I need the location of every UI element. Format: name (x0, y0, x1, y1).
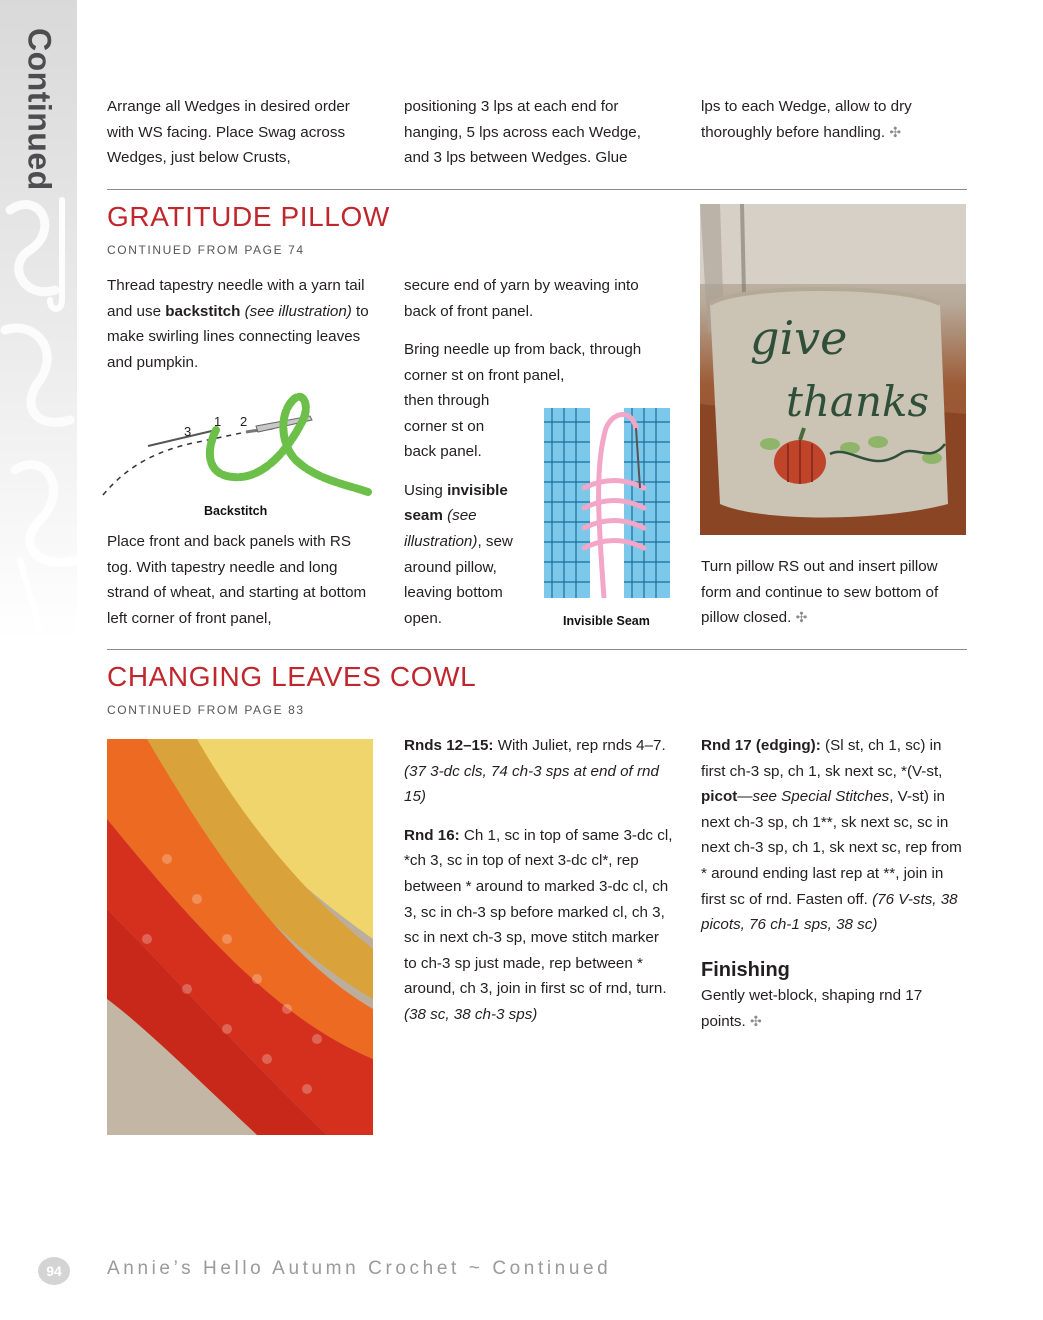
end-mark-icon: ✣ (795, 609, 808, 626)
gratitude-column-1 (107, 273, 372, 375)
cowl-photo (107, 739, 373, 1135)
pillow-embroidery-line2: thanks (786, 377, 930, 426)
backstitch-number-3: 3 (184, 424, 192, 439)
page-number-badge: 94 (38, 1257, 70, 1285)
backstitch-number-1: 1 (214, 414, 222, 429)
gratitude-col2-para3: Using invisible seam (see illustration), sew around pillow, leaving bottom open. (404, 481, 513, 627)
top-column-3 (701, 94, 966, 145)
gratitude-col2-para2a: Bring needle up from back, through corner st on front panel, (404, 341, 642, 384)
running-footer: Annie’s Hello Autumn Crochet ~ Continued (107, 1258, 612, 1279)
top-column-1 (107, 94, 372, 171)
gratitude-column-2-narrow (404, 388, 514, 631)
rnds-12-15-para: Rnds 12–15: With Juliet, rep rnds 4–7. (37 3-dc cls, 74 ch-3 sps at end of rnd 15) (404, 737, 666, 806)
invisible-seam-caption: Invisible Seam (563, 614, 650, 628)
backstitch-illustration (98, 380, 383, 505)
gratitude-col2-para1: secure end of yarn by weaving into back of front panel. (404, 277, 639, 320)
end-mark-icon: ✣ (889, 123, 902, 140)
section-divider (107, 649, 967, 650)
top-col2-text: positioning 3 lps at each end for hanging, 5 lps across each Wedge, and 3 lps between Wedges. Glue (404, 98, 641, 167)
finishing-heading: Finishing (701, 958, 790, 981)
cowl-photo-art (107, 739, 373, 1135)
pillow-photo-art (700, 204, 966, 535)
gratitude-col1-para1: Thread tapestry needle with a yarn tail and use backstitch (see illustration) to make swirling lines connecting leaves and pumpkin. (107, 277, 369, 371)
pillow-embroidery-line1: give (750, 311, 848, 365)
gratitude-col2-para2b: then through corner st on back panel. (404, 392, 490, 461)
invisible-seam-illustration (544, 408, 670, 598)
cowl-column-3 (701, 733, 966, 1035)
gratitude-pillow-photo (700, 204, 966, 535)
end-mark-icon: ✣ (749, 1012, 762, 1029)
rnd-17-para: Rnd 17 (edging): (Sl st, ch 1, sc) in first ch-3 sp, ch 1, sk next sc, *(V-st, picot—see Special Stitches, V-st) in next ch-3 sp, ch 1**, sk next sc, sc in next ch-3 sp, ch 1, sk next sc, rep from * around ending last rep at **, join in first sc of rnd. Fasten off. (76 V-sts, 38 picots, 76 ch-1 sps, 38 sc) (701, 737, 962, 934)
continued-sidebar-label: Continued (21, 28, 58, 191)
finishing-text: Gently wet-block, shaping rnd 17 points. (701, 987, 923, 1030)
cowl-title: CHANGING LEAVES COWL (107, 661, 477, 692)
sidebar-decoration (0, 0, 77, 640)
top-col3-text: lps to each Wedge, allow to dry thoroughly before handling. (701, 98, 912, 141)
gratitude-column-3 (701, 554, 966, 631)
gratitude-pillow-subtitle: CONTINUED FROM PAGE 74 (107, 243, 305, 257)
backstitch-caption: Backstitch (204, 504, 268, 518)
gratitude-col3-text: Turn pillow RS out and insert pillow form and continue to sew bottom of pillow closed. (701, 558, 939, 627)
gratitude-column-1-lower (107, 529, 372, 631)
gratitude-column-2 (404, 273, 669, 388)
gratitude-pillow-title: GRATITUDE PILLOW (107, 201, 390, 232)
gratitude-col1-para2: Place front and back panels with RS tog. With tapestry needle and long strand of wheat, and starting at bottom left corner of front panel, (107, 533, 367, 627)
cowl-column-2 (404, 733, 674, 1028)
backstitch-number-2: 2 (240, 414, 248, 429)
top-col1-text: Arrange all Wedges in desired order with WS facing. Place Swag across Wedges, just below Crusts, (107, 98, 350, 167)
top-column-2 (404, 94, 669, 171)
section-divider (107, 189, 967, 190)
cowl-subtitle: CONTINUED FROM PAGE 83 (107, 703, 305, 717)
rnd-16-para: Rnd 16: Ch 1, sc in top of same 3-dc cl, *ch 3, sc in top of next 3-dc cl*, rep between * around to marked 3-dc cl, ch 3, sc in ch-3 sp before marked cl, ch 3, sc in next ch-3 sp, move stitch marker to ch-3 sp just made, rep between * around, ch 3, join in first sc of rnd, turn. (38 sc, 38 ch-3 sps) (404, 826, 673, 1023)
